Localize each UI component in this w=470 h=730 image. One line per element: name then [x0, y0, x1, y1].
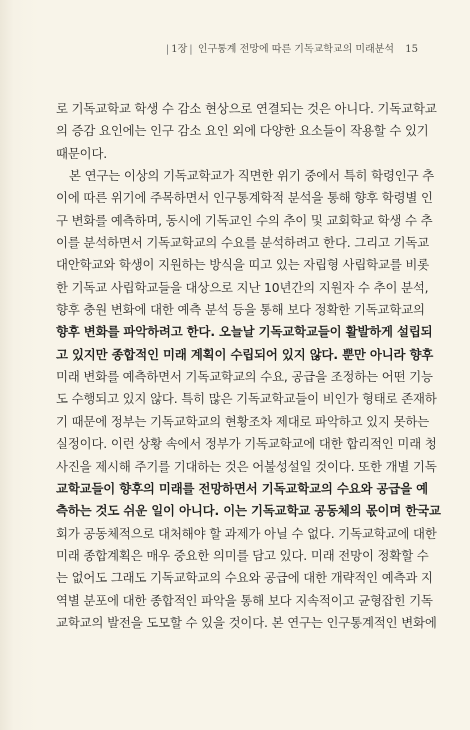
- text-line: 사진을 제시해 주기를 기대하는 것은 어불성설일 것이다. 또한 개별 기독: [56, 458, 437, 474]
- text-line: 기 때문에 정부는 기독교학교의 현황조차 제대로 파악하고 있지 못하는: [56, 413, 430, 429]
- running-header: [164, 40, 418, 55]
- text-line: 대안학교와 학생이 지원하는 방식을 띠고 있는 자립형 사립학교를 비롯: [56, 257, 430, 273]
- chapter-title: 인구통계 전망에 따른 기독교학교의 미래분석: [197, 44, 395, 55]
- text-line: 고 있지만 종합적인 미래 계획이 수립되어 있지 않다. 뿐만 아니라 향후: [56, 346, 434, 362]
- text-line: 때문이다.: [56, 145, 108, 161]
- text-line: 는 없어도 그래도 기독교학교의 수요와 공급에 대한 개략적인 예측과 지: [56, 570, 433, 586]
- text-line: 향후 충원 변화에 대한 예측 분석 등을 통해 보다 정확한 기독교학교의: [56, 302, 425, 318]
- text-line: 본 연구는 이상의 기독교학교가 직면한 위기 중에서 특히 학령인구 추: [69, 168, 435, 184]
- text-line: 측하는 것도 쉬운 일이 아니다. 이는 기독교학교 공동체의 몫이며 한국교: [56, 503, 441, 519]
- header-separator-left: |: [165, 44, 170, 55]
- text-line: 역별 분포에 대한 종합적인 파악을 통해 보다 지속적이고 균형잡힌 기독: [56, 592, 433, 608]
- chapter-label: 1장: [171, 44, 188, 55]
- text-line: 미래 변화를 예측하면서 기독교학교의 수요, 공급을 조정하는 어떤 기능: [56, 369, 433, 385]
- text-line: 미래 종합계획은 매우 중요한 의미를 담고 있다. 미래 전망이 정확할 수: [56, 547, 429, 563]
- text-line: 교학교들이 향후의 미래를 전망하면서 기독교학교의 수요와 공급을 예: [56, 480, 428, 496]
- text-line: 구 변화를 예측하며, 동시에 기독교인 수의 추이 및 교회학교 학생 수 추: [56, 212, 433, 228]
- text-line: 실정이다. 이런 상황 속에서 정부가 기독교학교에 대한 합리적인 미래 청: [56, 436, 437, 452]
- text-line: 이를 분석하면서 기독교학교의 수요를 분석하려고 한다. 그리고 기독교: [56, 235, 430, 251]
- text-line: 의 증감 요인에는 인구 감소 요인 외에 다양한 요소들이 작용할 수 있기: [56, 123, 429, 139]
- text-line: 향후 변화를 파악하려고 한다. 오늘날 기독교학교들이 활발하게 설립되: [56, 324, 433, 340]
- text-line: 로 기독교학교 학생 수 감소 현상으로 연결되는 것은 아니다. 기독교학교: [56, 101, 437, 116]
- text-line: 회가 공동체적으로 대처해야 할 과제가 아닐 수 없다. 기독교학교에 대한: [56, 525, 437, 541]
- text-line: 한 기독교 사립학교들을 대상으로 지난 10년간의 지원자 수 추이 분석,: [56, 279, 429, 295]
- body-text: [56, 98, 441, 634]
- page-number: 15: [405, 44, 418, 55]
- text-line: 도 수행되고 있지 않다. 특히 많은 기독교학교들이 비인가 형태로 존재하: [56, 391, 437, 407]
- header-separator-right: |: [189, 44, 193, 55]
- text-line: 이에 따른 위기에 주목하면서 인구통계학적 분석을 통해 향후 학령별 인: [56, 190, 433, 206]
- text-line: 교학교의 발전을 도모할 수 있을 것이다. 본 연구는 인구통계적인 변화에: [56, 614, 437, 630]
